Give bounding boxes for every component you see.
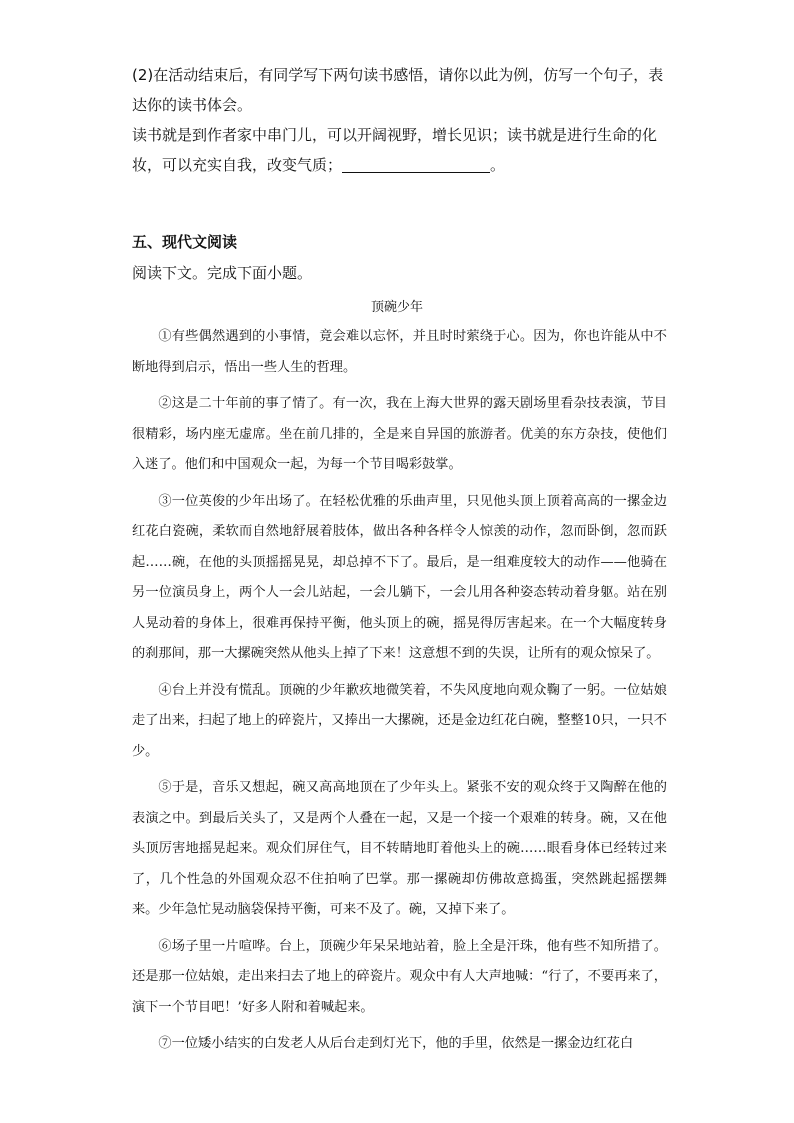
paragraph: ⑤于是，音乐又想起，碗又高高地顶在了少年头上。紧张不安的观众终于又陶醉在他的表演之中。到最后关头了，又是两个人叠在一起，又是一个接一个艰难的转身。碗，又在他头顶厉害地摇晃起来。观众们屏住气，目不转睛地盯着他头上的碗……眼看身体已经转过来了，几个性急的外国观众忍不住拍响了巴掌。那一摞碗却仿佛故意捣蛋，突然跳起摇摆舞来。少年急忙晃动脑袋保持平衡，可来不及了。碗，又掉下来了。 [132,780,667,917]
paragraph: ③一位英俊的少年出场了。在轻松优雅的乐曲声里，只见他头顶上顶着高高的一摞金边红花白瓷碗，柔软而自然地舒展着肢体，做出各种各样令人惊羡的动作，忽而卧倒，忽而跃起……碗，在他的头顶摇摇晃晃，却总掉不下了。最后，是一组难度较大的动作——他骑在另一位演员身上，两个人一会儿站起，一会儿躺下，一会儿用各种姿态转动着身躯。站在别人晃动着的身体上，很难再保持平衡，他头顶上的碗，摇晃得厉害起来。在一个大幅度转身的刹那间，那一大摞碗突然从他头上掉了下来！这意想不到的失误，让所有的观众惊呆了。 [132,493,667,661]
paragraph: ⑦一位矮小结实的白发老人从后台走到灯光下，他的手里，依然是一摞金边红花白 [158,1036,634,1051]
paragraph: ④台上并没有慌乱。顶碗的少年歉疚地微笑着，不失风度地向观众鞠了一躬。一位姑娘走了出来，扫起了地上的碎瓷片，又捧出一大摞碗，还是金边红花白碗，整整10只，一只不少。 [132,682,667,759]
question-example [132,120,672,180]
reading-instruction: 阅读下文。完成下面小题。 [132,264,313,282]
answer-blank[interactable] [342,154,490,173]
question-prompt: (2)在活动结束后，有同学写下两句读书感悟，请你以此为例，仿写一个句子，表达你的读书体会。 [132,66,664,114]
article-body [132,322,667,1066]
article-title: 顶碗少年 [370,300,423,315]
paragraph: ⑥场子里一片喧哗。台上，顶碗少年呆呆地站着，脸上全是汗珠，他有些不知所措了。还是那一位姑娘，走出来扫去了地上的碎瓷片。观众中有人大声地喊：“行了，不要再来了，演下一个节目吧！’好多人附和着喊起来。 [132,938,667,1015]
section-title: 五、现代文阅读 [132,233,238,251]
paragraph: ②这是二十年前的事了情了。有一次，我在上海大世界的露天剧场里看杂技表演，节目很精彩，场内座无虚席。坐在前几排的，全是来自异国的旅游者。优美的东方杂技，使他们入迷了。他们和中国观众一起，为每一个节目喝彩鼓掌。 [132,396,667,472]
sentence-end: 。 [490,156,506,174]
question-2 [132,60,672,180]
paragraph: ①有些偶然遇到的小事情，竟会难以忘怀，并且时时萦绕于心。因为，你也许能从中不断地得到启示，悟出一些人生的哲理。 [132,329,667,375]
example-sentence: 读书就是到作者家中串门儿，可以开阔视野，增长见识；读书就是进行生命的化妆，可以充实自我，改变气质； [132,126,658,174]
